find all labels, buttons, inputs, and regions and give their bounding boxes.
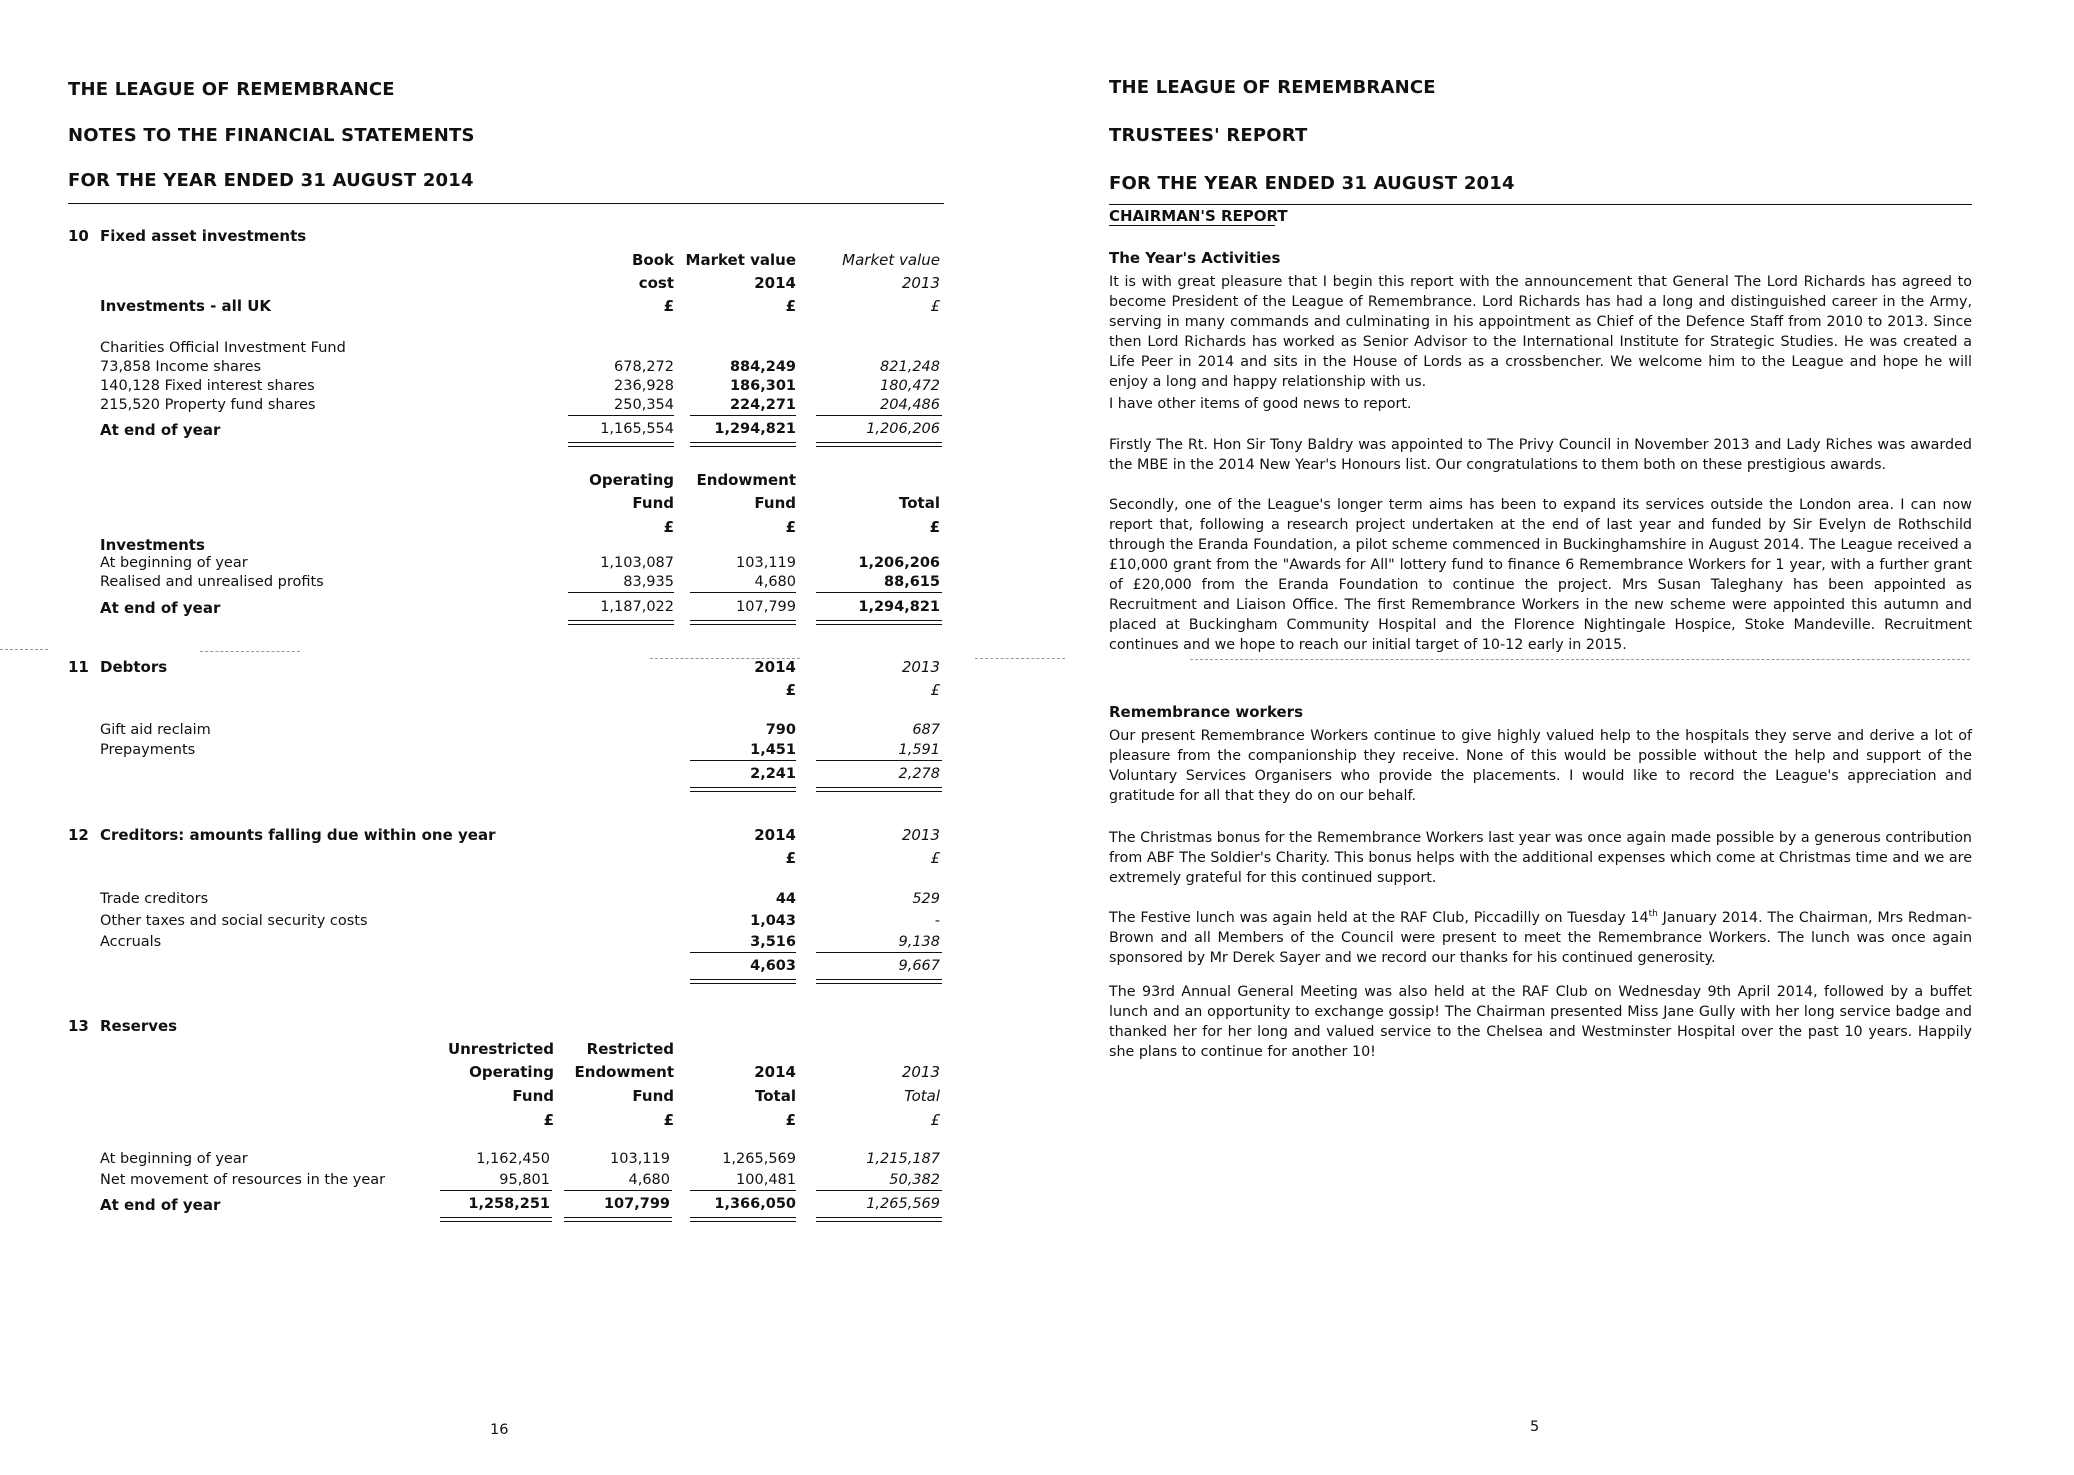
note10-row-mv2013: 204,486 xyxy=(880,397,940,413)
note13-row-res: 4,680 xyxy=(628,1172,670,1188)
note10-row-mv2013: 821,248 xyxy=(880,359,940,375)
paragraph-honours: Firstly The Rt. Hon Sir Tony Baldry was appointed to The Privy Council in November 2013 and Lady Riches was awarded the MBE in the 2014 New Year's Honours list. Our congratulations to them both on these prestigious awards. xyxy=(1109,437,1972,473)
mov-row-label: Realised and unrealised profits xyxy=(100,574,324,590)
mov-row-op: 83,935 xyxy=(623,574,674,590)
subtotal-rule xyxy=(690,952,796,953)
note11-row-2014: 1,451 xyxy=(750,742,796,758)
note10-row-label: 140,128 Fixed interest shares xyxy=(100,378,315,394)
subtotal-rule xyxy=(564,1190,672,1191)
col-res-h3: Fund xyxy=(632,1087,674,1105)
col-end-h3: £ xyxy=(785,518,796,536)
col-tot-h1: Total xyxy=(899,494,940,512)
note10-row-mv2014: 884,249 xyxy=(729,359,796,375)
right-page-subtitle: TRUSTEES' REPORT xyxy=(1109,125,1308,146)
col-mv2013-h3: £ xyxy=(930,297,940,315)
note13-row-2013: 1,215,187 xyxy=(866,1151,940,1167)
note10-row-mv2013: 180,472 xyxy=(880,378,940,394)
right-period: FOR THE YEAR ENDED 31 AUGUST 2014 xyxy=(1109,173,1515,194)
note10-row-mv2014: 186,301 xyxy=(729,378,796,394)
note13-total-2014: 1,366,050 xyxy=(714,1196,796,1212)
col-2014-h2: Total xyxy=(755,1087,796,1105)
col-book-h3: £ xyxy=(663,297,674,315)
note11-cur2013: £ xyxy=(930,681,940,699)
col-mv2013-h2: 2013 xyxy=(901,274,940,292)
col-2014-h1: 2014 xyxy=(754,1063,796,1081)
note11-row-label: Gift aid reclaim xyxy=(100,722,211,738)
total-double-rule xyxy=(816,442,942,447)
scan-mark xyxy=(200,651,300,652)
subtotal-rule xyxy=(816,1190,942,1191)
total-double-rule xyxy=(690,442,796,447)
note11-row-2014: 790 xyxy=(765,722,796,738)
note13-row-2014: 1,265,569 xyxy=(722,1151,796,1167)
col-res-h4: £ xyxy=(663,1111,674,1129)
note13-row-label: Net movement of resources in the year xyxy=(100,1172,386,1188)
col-unr-h4: £ xyxy=(543,1111,554,1129)
total-double-rule xyxy=(816,620,942,625)
note11-total-2013: 2,278 xyxy=(898,766,940,782)
note10-row-label: 215,520 Property fund shares xyxy=(100,397,316,413)
note10-title: Fixed asset investments xyxy=(100,227,307,245)
right-header-rule xyxy=(1109,204,1972,205)
scan-mark xyxy=(0,649,48,650)
note12-cur2014: £ xyxy=(785,849,796,867)
note10-row-book: 236,928 xyxy=(614,378,674,394)
note12-row-label: Other taxes and social security costs xyxy=(100,913,368,929)
paragraph-expansion: Secondly, one of the League's longer term aims has been to expand its services outside the London area. I can now report that, following a research project undertaken at the end of last year and funded by Sir Evelyn de Rothschild through the Eranda Foundation, a pilot scheme commenced in Buckinghamshire in August 2014. The League received a £10,000 grant from the "Awards for All" lottery fund to finance 6 Remembrance Workers for 1 year, with a further grant of £20,000 from the Eranda Foundation to continue the project. Mrs Susan Taleghany has been appointed as Recruitment and Liaison Office. The first Remembrance Workers in the new scheme were appointed this autumn and placed at Buckingham Community Hospital and the Florence Nightingale Hospice, Stoke Mandeville. Recruitment continues and we hope to reach our initial target of 10-12 early in 2015. xyxy=(1109,497,1972,653)
note10-total-book: 1,165,554 xyxy=(600,421,674,437)
col-op-h3: £ xyxy=(663,518,674,536)
note11-row-2013: 1,591 xyxy=(898,742,940,758)
festive-lunch-ordinal: th xyxy=(1648,909,1658,919)
col-tot-h2: £ xyxy=(929,518,940,536)
note12-row-2014: 1,043 xyxy=(750,913,796,929)
section-underline xyxy=(1109,225,1275,226)
subtotal-rule xyxy=(568,415,674,416)
col-2013-h2: Total xyxy=(904,1087,940,1105)
col-book-h1: Book xyxy=(631,251,674,269)
scan-mark xyxy=(975,658,1065,659)
col-end-h2: Fund xyxy=(754,494,796,512)
heading-remembrance-workers: Remembrance workers xyxy=(1109,703,1304,721)
total-double-rule xyxy=(816,787,942,792)
total-double-rule xyxy=(568,442,674,447)
paragraph-agm: The 93rd Annual General Meeting was also held at the RAF Club on Wednesday 9th April 2014, followed by a buffet lunch and an opportunity to exchange gossip! The Chairman presented Miss Jane Gully with her long service badge and thanked her for her long and valued service to the Chelsea and Westminster Hospital over the past 10 years. Happily she plans to continue for another 10! xyxy=(1109,984,1972,1060)
note10-number: 10 xyxy=(68,227,89,245)
note11-number: 11 xyxy=(68,658,89,676)
subtotal-rule xyxy=(816,952,942,953)
note10-row-mv2014: 224,271 xyxy=(729,397,796,413)
investments-label: Investments xyxy=(100,536,205,554)
paragraph-president: It is with great pleasure that I begin this report with the announcement that General The Lord Richards has agreed to become President of the League of Remembrance. Lord Richards has had a long and distinguished career in the Army, serving in many commands and culminating in his appointment as Chief of the Defence Staff from 2010 to 2013. Since then Lord Richards has worked as Senior Advisor to the International Institute for Strategic Studies. He was created a Life Peer in 2014 and sits in the House of Lords as a crossbencher. We welcome him to the League and hope he will enjoy a long and happy relationship with us. xyxy=(1109,274,1972,390)
note13-row-res: 103,119 xyxy=(610,1151,670,1167)
paragraph-workers: Our present Remembrance Workers continue to give highly valued help to the hospitals they serve and derive a lot of pleasure from the companionship they receive. None of this would be possible without the help and support of the Voluntary Services Organisers who provide the placements. I would like to record the League's appreciation and gratitude for all that they do on our behalf. xyxy=(1109,728,1972,804)
mov-total-op: 1,187,022 xyxy=(600,599,674,615)
total-double-rule xyxy=(816,979,942,984)
note10-total-mv2013: 1,206,206 xyxy=(866,421,940,437)
note13-row-unr: 95,801 xyxy=(499,1172,550,1188)
subtotal-rule xyxy=(690,1190,796,1191)
note10-total-label: At end of year xyxy=(100,421,221,439)
col-unr-h1: Unrestricted xyxy=(447,1040,554,1058)
note12-row-label: Trade creditors xyxy=(100,891,209,907)
col-2013-h1: 2013 xyxy=(901,1063,940,1081)
mov-row-tot: 1,206,206 xyxy=(858,555,940,571)
note13-row-unr: 1,162,450 xyxy=(476,1151,550,1167)
col-mv2014-h1: Market value xyxy=(685,251,796,269)
total-double-rule xyxy=(690,1217,796,1222)
note12-total-2013: 9,667 xyxy=(898,958,940,974)
total-double-rule xyxy=(690,620,796,625)
note11-cur2014: £ xyxy=(785,681,796,699)
fund-label: Charities Official Investment Fund xyxy=(100,340,346,356)
col-mv2014-h3: £ xyxy=(785,297,796,315)
subtotal-rule xyxy=(690,760,796,761)
note12-row-2014: 3,516 xyxy=(750,934,796,950)
note13-number: 13 xyxy=(68,1017,89,1035)
left-page-number: 16 xyxy=(490,1422,509,1438)
note12-cur2013: £ xyxy=(930,849,940,867)
col-res-h1: Restricted xyxy=(586,1040,674,1058)
col-unr-h2: Operating xyxy=(469,1063,554,1081)
note10-row-book: 678,272 xyxy=(614,359,674,375)
note13-total-res: 107,799 xyxy=(603,1196,670,1212)
note12-year2013: 2013 xyxy=(901,826,940,844)
subtotal-rule xyxy=(690,592,796,593)
note13-title: Reserves xyxy=(100,1017,178,1035)
note13-total-label: At end of year xyxy=(100,1196,221,1214)
note10-row-book: 250,354 xyxy=(614,397,674,413)
col-res-h2: Endowment xyxy=(574,1063,674,1081)
note12-row-2013: 529 xyxy=(912,891,940,907)
note13-total-unr: 1,258,251 xyxy=(468,1196,550,1212)
left-org-title: THE LEAGUE OF REMEMBRANCE xyxy=(68,79,395,100)
note12-year2014: 2014 xyxy=(754,826,796,844)
paragraph-festive-lunch xyxy=(1109,904,1972,968)
mov-total-label: At end of year xyxy=(100,599,221,617)
note12-total-2014: 4,603 xyxy=(750,958,796,974)
col-unr-h3: Fund xyxy=(512,1087,554,1105)
subtotal-rule xyxy=(816,415,942,416)
total-double-rule xyxy=(690,979,796,984)
note12-title: Creditors: amounts falling due within one year xyxy=(100,826,496,844)
note12-row-2013: 9,138 xyxy=(898,934,940,950)
festive-lunch-text-a: The Festive lunch was again held at the RAF Club, Piccadilly on Tuesday 14 xyxy=(1109,909,1649,926)
subtotal-rule xyxy=(440,1190,552,1191)
note13-row-label: At beginning of year xyxy=(100,1151,248,1167)
col-2013-h3: £ xyxy=(930,1111,940,1129)
col-mv2014-h2: 2014 xyxy=(754,274,796,292)
mov-total-end: 107,799 xyxy=(736,599,796,615)
note12-number: 12 xyxy=(68,826,89,844)
col-mv2013-h1: Market value xyxy=(842,251,940,269)
total-double-rule xyxy=(690,787,796,792)
note11-total-2014: 2,241 xyxy=(750,766,796,782)
total-double-rule xyxy=(816,1217,942,1222)
left-period: FOR THE YEAR ENDED 31 AUGUST 2014 xyxy=(68,170,474,191)
subtotal-rule xyxy=(816,760,942,761)
right-org-title: THE LEAGUE OF REMEMBRANCE xyxy=(1109,77,1436,98)
subtotal-rule xyxy=(816,592,942,593)
mov-row-end: 4,680 xyxy=(754,574,796,590)
col-op-h2: Fund xyxy=(632,494,674,512)
note12-row-2014: 44 xyxy=(775,891,796,907)
subtotal-rule xyxy=(568,592,674,593)
note11-title: Debtors xyxy=(100,658,168,676)
mov-row-tot: 88,615 xyxy=(884,574,940,590)
scan-mark xyxy=(1190,659,1970,660)
note12-row-2013: - xyxy=(934,913,940,929)
mov-row-op: 1,103,087 xyxy=(600,555,674,571)
left-page-subtitle: NOTES TO THE FINANCIAL STATEMENTS xyxy=(68,125,475,146)
mov-row-label: At beginning of year xyxy=(100,555,248,571)
right-page-number: 5 xyxy=(1530,1419,1540,1435)
mov-total-tot: 1,294,821 xyxy=(858,599,940,615)
investments-group-label: Investments - all UK xyxy=(100,297,271,315)
paragraph-christmas-bonus: The Christmas bonus for the Remembrance Workers last year was once again made possible by a generous contribution from ABF The Soldier's Charity. This bonus helps with the additional expenses which come at Christmas time and we are extremely grateful for this continued support. xyxy=(1109,830,1972,886)
note10-row-label: 73,858 Income shares xyxy=(100,359,262,375)
note11-row-2013: 687 xyxy=(912,722,940,738)
note11-year2014: 2014 xyxy=(754,658,796,676)
col-end-h1: Endowment xyxy=(696,471,796,489)
col-2014-h3: £ xyxy=(785,1111,796,1129)
heading-years-activities: The Year's Activities xyxy=(1109,249,1281,267)
mov-row-end: 103,119 xyxy=(736,555,796,571)
left-header-rule xyxy=(68,203,944,204)
total-double-rule xyxy=(564,1217,672,1222)
note13-row-2013: 50,382 xyxy=(889,1172,940,1188)
section-title: CHAIRMAN'S REPORT xyxy=(1109,207,1288,225)
col-op-h1: Operating xyxy=(589,471,674,489)
col-book-h2: cost xyxy=(638,274,674,292)
note12-row-label: Accruals xyxy=(100,934,162,950)
note11-year2013: 2013 xyxy=(901,658,940,676)
note11-row-label: Prepayments xyxy=(100,742,196,758)
subtotal-rule xyxy=(690,415,796,416)
festive-lunch-text-b: January 2014. The Chairman, Mrs Redman-Brown and all Members of the Council were present to meet the Remembrance Workers. The lunch was once again sponsored by Mr Derek Sayer and we record our thanks for his continued generosity. xyxy=(1109,909,1972,966)
note13-row-2014: 100,481 xyxy=(736,1172,796,1188)
paragraph-good-news: I have other items of good news to report. xyxy=(1109,396,1412,412)
note13-total-2013: 1,265,569 xyxy=(866,1196,940,1212)
total-double-rule xyxy=(440,1217,552,1222)
total-double-rule xyxy=(568,620,674,625)
note10-total-mv2014: 1,294,821 xyxy=(714,421,796,437)
